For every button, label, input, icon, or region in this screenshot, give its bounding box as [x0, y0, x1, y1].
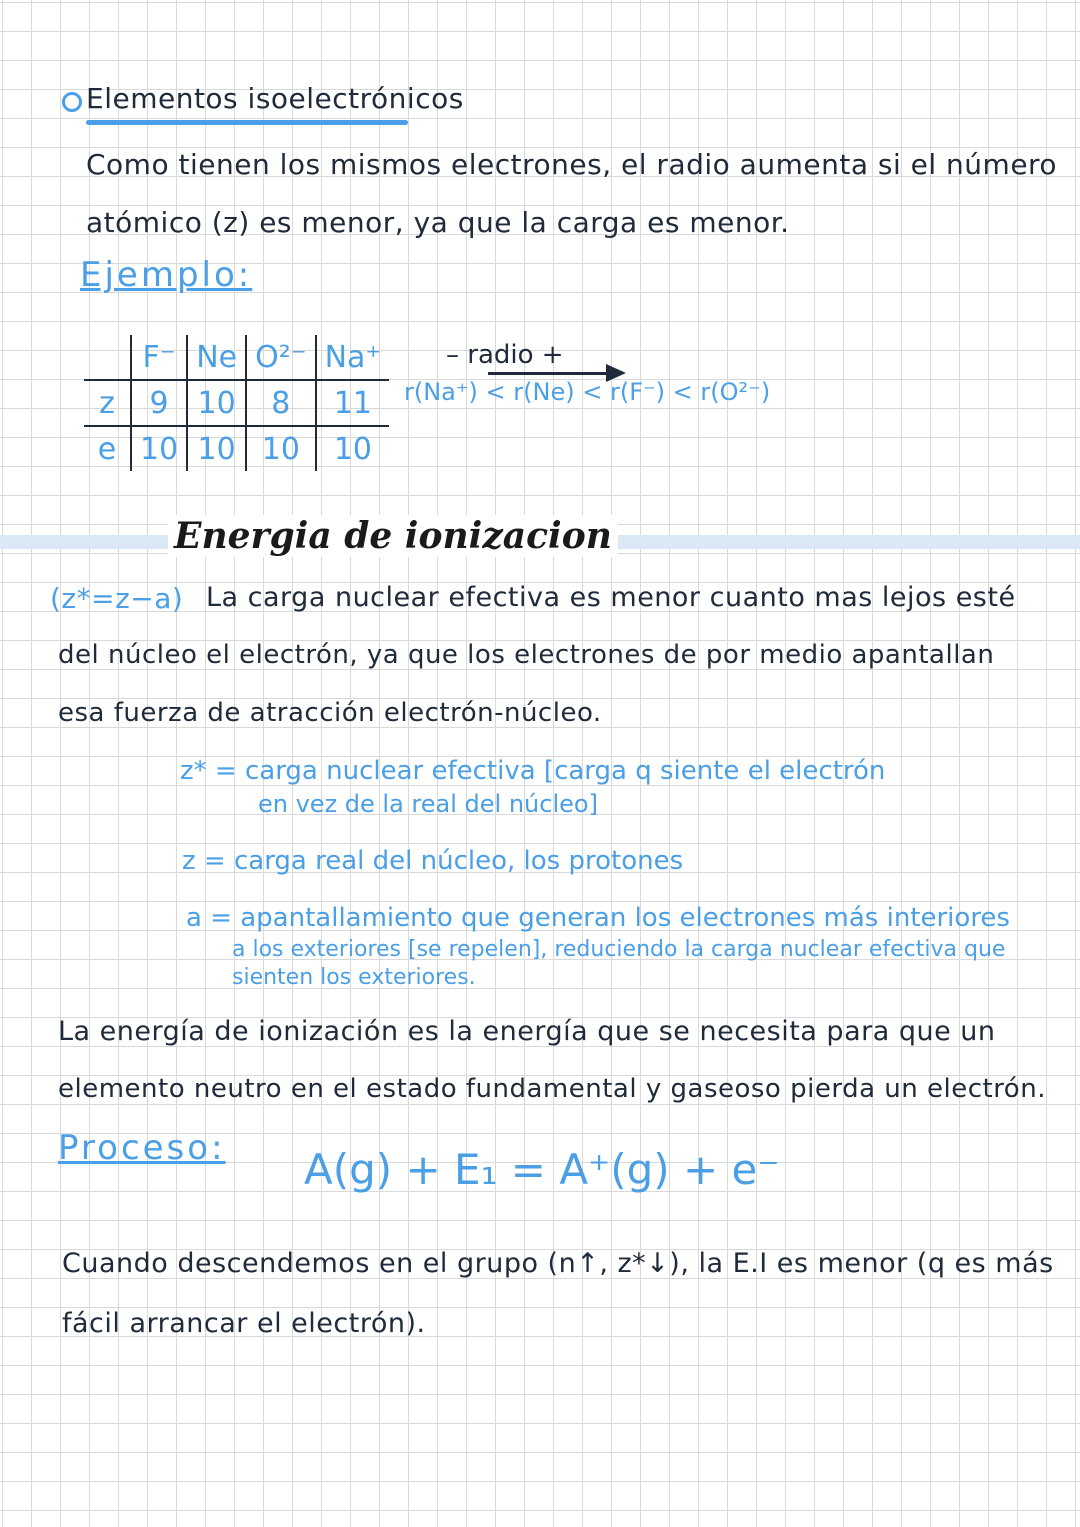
text-line: La carga nuclear efectiva es menor cuanto mas lejos esté — [206, 582, 1016, 613]
table-cell: e — [84, 426, 131, 471]
ionization-formula: A(g) + E₁ = A⁺(g) + e⁻ — [304, 1145, 780, 1194]
text-line: del núcleo el electrón, ya que los electrones de por medio apantallan — [58, 640, 995, 670]
process-label: Proceso: — [58, 1128, 226, 1168]
arrow-right-icon — [488, 372, 610, 375]
definition-zstar: z* = carga nuclear efectiva [carga q siente el electrón — [180, 756, 886, 786]
text-line: elemento neutro en el estado fundamental y gaseoso pierda un electrón. — [58, 1074, 1046, 1104]
table-cell: 10 — [131, 426, 187, 471]
definition-a: a = apantallamiento que generan los electrones más interiores — [186, 903, 1010, 933]
table-cell: 11 — [316, 380, 390, 426]
table-cell: z — [84, 380, 131, 426]
bullet-icon — [62, 92, 82, 112]
table-cell — [84, 335, 131, 380]
text-line: La energía de ionización es la energía que se necesita para que un — [58, 1016, 996, 1047]
definition-a-cont: a los exteriores [se repelen], reduciendo la carga nuclear efectiva que — [232, 937, 1006, 962]
table-row — [84, 380, 389, 426]
table-cell: 10 — [246, 426, 315, 471]
definition-a-cont: sienten los exteriores. — [232, 965, 476, 990]
section-title: Energia de ionizacion — [168, 515, 618, 557]
definition-zstar-cont: en vez de la real del núcleo] — [258, 790, 598, 818]
example-label: Ejemplo: — [80, 255, 253, 295]
text-line: atómico (z) es menor, ya que la carga es menor. — [86, 206, 790, 239]
table-cell: O²⁻ — [246, 335, 315, 380]
definition-z: z = carga real del núcleo, los protones — [182, 846, 684, 876]
effective-charge-formula: (z*=z−a) — [50, 582, 184, 615]
radio-label: – radio + — [446, 340, 564, 370]
text-line: Cuando descendemos en el grupo (n↑, z*↓), la E.I es menor (q es más — [62, 1248, 1054, 1279]
table-cell: 10 — [333, 431, 372, 467]
table-row — [84, 335, 389, 380]
text-line: fácil arrancar el electrón). — [62, 1308, 426, 1339]
table-cell: Na⁺ — [316, 335, 390, 380]
table-row — [84, 426, 389, 471]
table-cell: Ne — [187, 335, 246, 380]
radius-order: r(Na⁺) < r(Ne) < r(F⁻) < r(O²⁻) — [404, 378, 771, 406]
table-cell: 9 — [131, 380, 187, 426]
text-line: esa fuerza de atracción electrón-núcleo. — [58, 698, 602, 728]
heading-isoelectronic: Elementos isoelectrónicos — [86, 82, 464, 115]
table-cell: 8 — [246, 380, 315, 426]
table-cell: 10 — [187, 380, 246, 426]
table-cell: 10 — [187, 426, 246, 471]
example-table — [84, 335, 389, 471]
table-cell: F⁻ — [131, 335, 187, 380]
heading-underline — [86, 120, 408, 125]
text-line: Como tienen los mismos electrones, el radio aumenta si el número — [86, 148, 1058, 181]
